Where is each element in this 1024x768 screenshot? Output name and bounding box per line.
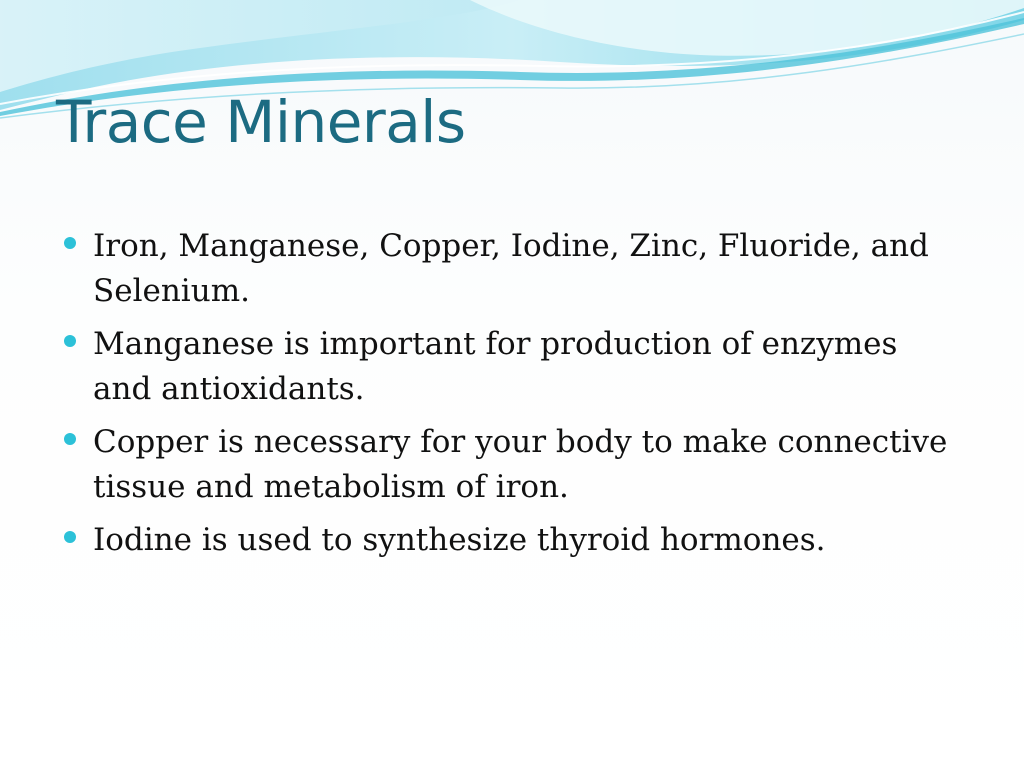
bullet-item bbox=[62, 322, 962, 412]
bullet-dot-icon bbox=[64, 335, 76, 347]
bullet-dot-icon bbox=[64, 237, 76, 249]
slide-title: Trace Minerals bbox=[56, 88, 466, 156]
bullet-text: Iron, Manganese, Copper, Iodine, Zinc, Fluoride, and Selenium. bbox=[93, 228, 929, 309]
bullet-text: Manganese is important for production of enzymes and antioxidants. bbox=[93, 326, 898, 407]
bullet-item bbox=[62, 518, 962, 563]
bullet-dot-icon bbox=[64, 433, 76, 445]
bullet-text: Iodine is used to synthesize thyroid hormones. bbox=[93, 522, 826, 558]
bullet-item bbox=[62, 420, 962, 510]
bullet-dot-icon bbox=[64, 531, 76, 543]
bullet-item bbox=[62, 224, 962, 314]
bullet-text: Copper is necessary for your body to make connective tissue and metabolism of iron. bbox=[93, 424, 948, 505]
bullet-list bbox=[62, 224, 962, 571]
